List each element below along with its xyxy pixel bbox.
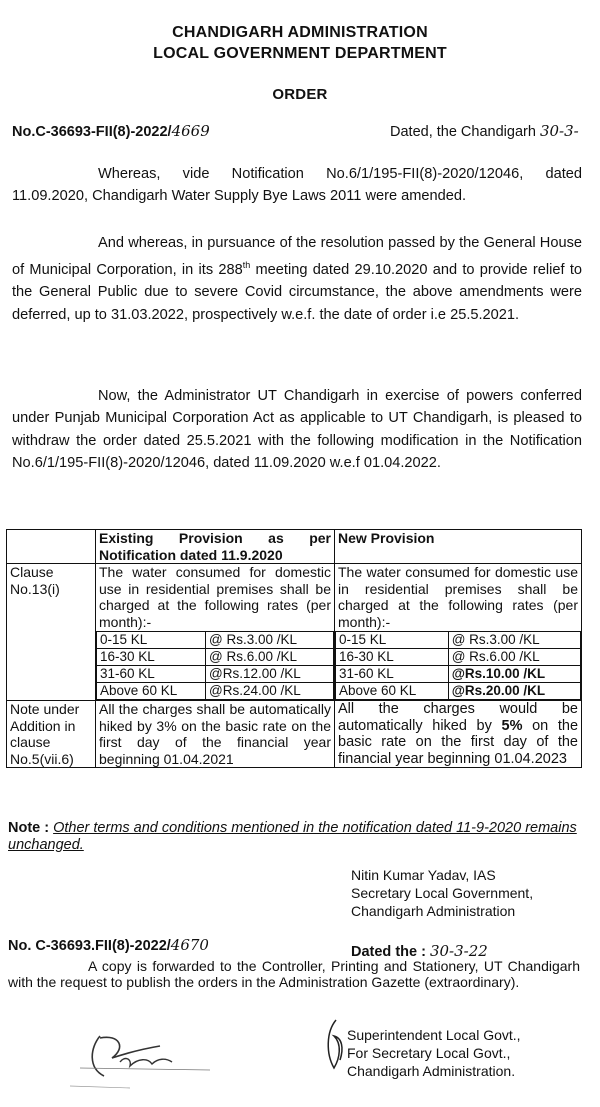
header-department: LOCAL GOVERNMENT DEPARTMENT <box>153 45 447 62</box>
signatory-block-2 <box>347 1026 521 1080</box>
endorsement-number: No. C-36693.FII(8)-2022/ <box>8 938 171 954</box>
table-header-row <box>7 530 582 564</box>
table-header-new: New Provision <box>335 530 582 564</box>
order-title: ORDER <box>272 86 328 103</box>
order-number-handwritten: 4669 <box>171 122 210 140</box>
signature-flourish <box>322 1014 348 1074</box>
existing-rates-table <box>96 631 334 700</box>
rate-row <box>97 666 334 683</box>
endorsement-number-handwritten: 4670 <box>170 936 209 954</box>
clause-13-new: The water consumed for domestic use in residential premises shall be charged at the following rates (per month):- 0-15 KL @ Rs.3.00 /KL 16-30 KL @ Rs.6.00 /KL 31-60 KL @Rs.10.00 /KL Above 60 KL @Rs.20.00 /KL <box>335 564 582 701</box>
provision-comparison-table <box>6 529 582 768</box>
table-header-existing: Existing Provision as per Notification dated 11.9.2020 <box>96 530 335 564</box>
clause-13-label: Clause No.13(i) <box>7 564 96 701</box>
signatory-office: Chandigarh Administration <box>351 903 516 919</box>
paragraph-and-whereas: And whereas, in pursuance of the resolution passed by the General House of Municipal Corporation, in its 288th meeting dated 29.10.2020 and to provide relief to the General Public due to severe Covid circumstance, the above amendments were deferred, up to 31.03.2022, prospectively w.e.f. the date of order i.e 25.5.2021. <box>12 235 582 323</box>
order-number: No.C-36693-FII(8)-2022/ <box>12 124 172 140</box>
rate-row <box>97 649 334 666</box>
order-reference-line <box>12 122 600 140</box>
order-dated-label: Dated, the Chandigarh <box>390 124 536 140</box>
rate-row <box>336 632 581 649</box>
superintendent-line: Superintendent Local Govt., <box>347 1027 521 1043</box>
rate-slab: 0-15 KL <box>97 632 206 649</box>
order-date-handwritten: 30-3- <box>539 122 579 140</box>
rate-slab: 0-15 KL <box>336 632 449 649</box>
new-rates-table <box>335 631 581 700</box>
note-clause-5-new: All the charges would be automatically hiked by 5% on the basic rate on the first day of the financial year beginning 01.04.2023 <box>335 701 582 768</box>
administration-line: Chandigarh Administration. <box>347 1063 516 1079</box>
rate-row <box>97 683 334 700</box>
rate-value: @Rs.24.00 /KL <box>206 683 334 700</box>
endorsement-reference-line <box>8 936 593 960</box>
header-administration: CHANDIGARH ADMINISTRATION <box>172 24 428 41</box>
rate-row <box>97 632 334 649</box>
rate-row <box>336 683 581 700</box>
rate-row <box>336 649 581 666</box>
rate-slab: 16-30 KL <box>336 649 449 666</box>
rate-value: @ Rs.6.00 /KL <box>206 649 334 666</box>
table-header-blank <box>7 530 96 564</box>
signatory-name: Nitin Kumar Yadav, IAS <box>351 867 496 883</box>
rate-slab: Above 60 KL <box>336 683 449 700</box>
rate-value: @ Rs.3.00 /KL <box>448 632 580 649</box>
signatory-block-1 <box>351 866 533 920</box>
rate-value: @Rs.20.00 /KL <box>448 683 580 700</box>
rate-slab: 16-30 KL <box>97 649 206 666</box>
initials-scribble <box>60 1028 230 1098</box>
endorsement-paragraph: A copy is forwarded to the Controller, Printing and Stationery, UT Chandigarh with the request to publish the orders in the Administration Gazette (extraordinary). <box>8 958 580 990</box>
note-clause-5-label: Note under Addition in clause No.5(vii.6) <box>7 701 96 768</box>
note-clause-5-existing: All the charges shall be automatically hiked by 3% on the basic rate on the first day of the financial year beginning 01.04.2021 <box>96 701 335 768</box>
endorsement-dated-label: Dated the : <box>351 944 426 960</box>
note-label: Note : <box>8 820 54 836</box>
rate-slab: Above 60 KL <box>97 683 206 700</box>
clause-13-existing: The water consumed for domestic use in residential premises shall be charged at the following rates (per month):- 0-15 KL @ Rs.3.00 /KL 16-30 KL @ Rs.6.00 /KL 31-60 KL @Rs.12.00 /KL Above 60 KL @Rs.24.00 /KL <box>96 564 335 701</box>
rate-value: @Rs.12.00 /KL <box>206 666 334 683</box>
rate-value: @Rs.10.00 /KL <box>448 666 580 683</box>
signatory-designation: Secretary Local Government, <box>351 885 534 901</box>
paragraph-now: Now, the Administrator UT Chandigarh in exercise of powers conferred under Punjab Municipal Corporation Act as applicable to UT Chandigarh, is pleased to withdraw the order dated 25.5.2021 with the following modification in the Notification No.6/1/195-FII(8)-2020/12046, dated 11.09.2020 w.e.f 01.04.2022. <box>12 388 582 471</box>
rate-slab: 31-60 KL <box>97 666 206 683</box>
rate-slab: 31-60 KL <box>336 666 449 683</box>
endorsement-date-handwritten: 30-3-22 <box>429 942 488 960</box>
table-row-note-clause-5 <box>7 701 582 768</box>
for-secretary-line: For Secretary Local Govt., <box>347 1045 511 1061</box>
rate-value: @ Rs.6.00 /KL <box>448 649 580 666</box>
note-text: Other terms and conditions mentioned in the notification dated 11-9-2020 remains unchanged. <box>8 820 577 853</box>
rate-value: @ Rs.3.00 /KL <box>206 632 334 649</box>
note-unchanged-terms <box>8 820 588 854</box>
rate-row <box>336 666 581 683</box>
paragraph-whereas: Whereas, vide Notification No.6/1/195-FII(8)-2020/12046, dated 11.09.2020, Chandigarh Water Supply Bye Laws 2011 were amended. <box>12 166 582 205</box>
table-row-clause-13 <box>7 564 582 701</box>
